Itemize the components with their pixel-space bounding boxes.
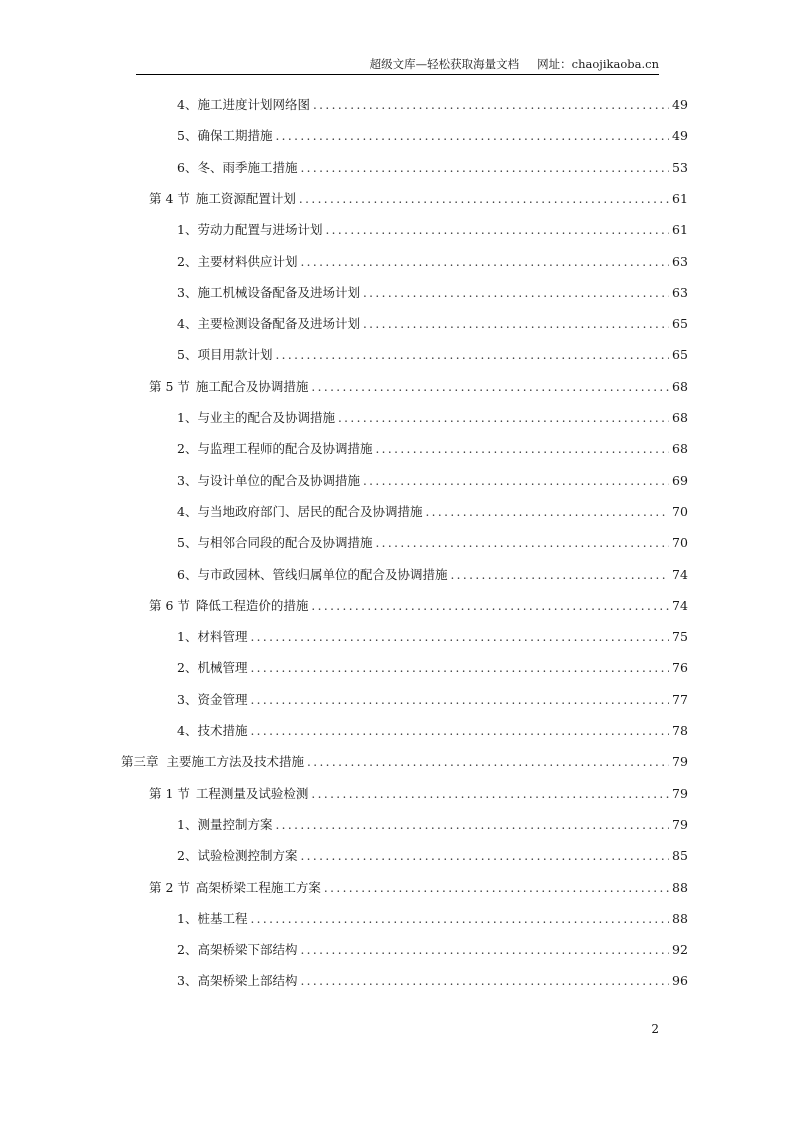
- toc-entry[interactable]: [177, 502, 686, 522]
- toc-dot-leader: [275, 345, 669, 365]
- toc-entry-number: 6、: [177, 159, 198, 175]
- toc-entry[interactable]: [177, 971, 686, 991]
- toc-entry[interactable]: [177, 158, 686, 178]
- toc-entry-number: 1、: [177, 222, 198, 238]
- toc-entry-page: 70: [672, 503, 688, 519]
- toc-entry-title: 高架桥梁下部结构: [197, 942, 298, 958]
- toc-dot-leader: [363, 283, 669, 303]
- toc-entry-title: 材料管理: [197, 629, 248, 645]
- toc-dot-leader: [250, 627, 669, 647]
- toc-entry[interactable]: [177, 220, 686, 240]
- toc-entry-title: 与设计单位的配合及协调措施: [197, 472, 360, 488]
- toc-entry-number: 第 5 节: [149, 378, 190, 394]
- toc-entry-title: 降低工程造价的措施: [195, 597, 309, 613]
- toc-entry-number: 1、: [177, 629, 198, 645]
- toc-entry-page: 49: [672, 128, 688, 144]
- toc-entry-number: 第 1 节: [149, 785, 190, 801]
- toc-dot-leader: [363, 314, 669, 334]
- toc-entry-page: 88: [672, 910, 688, 926]
- toc-entry-title: 冬、雨季施工措施: [197, 159, 298, 175]
- toc-dot-leader: [338, 408, 669, 428]
- toc-entry[interactable]: [177, 126, 686, 146]
- toc-entry-title: 桩基工程: [197, 910, 248, 926]
- toc-entry[interactable]: [149, 596, 686, 616]
- toc-dot-leader: [313, 95, 669, 115]
- toc-entry-title: 主要检测设备配备及进场计划: [197, 316, 360, 332]
- toc-dot-leader: [300, 252, 669, 272]
- toc-entry[interactable]: [177, 909, 686, 929]
- toc-entry-title: 资金管理: [197, 691, 248, 707]
- toc-entry-title: 施工机械设备配备及进场计划: [197, 284, 360, 300]
- toc-entry-title: 项目用款计划: [197, 347, 273, 363]
- toc-entry-page: 79: [672, 785, 688, 801]
- toc-entry[interactable]: [177, 345, 686, 365]
- toc-entry-page: 75: [672, 629, 688, 645]
- toc-entry-page: 63: [672, 284, 688, 300]
- toc-entry-number: 3、: [177, 691, 198, 707]
- toc-entry-title: 工程测量及试验检测: [195, 785, 309, 801]
- toc-entry-number: 2、: [177, 441, 198, 457]
- toc-entry-number: 5、: [177, 347, 198, 363]
- toc-entry[interactable]: [121, 752, 686, 772]
- toc-entry[interactable]: [149, 189, 686, 209]
- toc-entry-page: 76: [672, 660, 688, 676]
- toc-entry-number: 3、: [177, 284, 198, 300]
- toc-dot-leader: [300, 158, 669, 178]
- toc-entry-page: 68: [672, 441, 688, 457]
- toc-dot-leader: [307, 752, 669, 772]
- toc-entry-page: 85: [672, 848, 688, 864]
- toc-entry-number: 4、: [177, 97, 198, 112]
- toc-dot-leader: [250, 658, 669, 678]
- toc-dot-leader: [299, 189, 669, 209]
- toc-entry-page: 61: [672, 222, 688, 238]
- toc-entry[interactable]: [177, 846, 686, 866]
- toc-entry-number: 第 4 节: [149, 190, 190, 206]
- toc-entry-number: 5、: [177, 128, 198, 144]
- toc-entry[interactable]: [177, 815, 686, 835]
- toc-entry-page: 61: [672, 190, 688, 206]
- toc-entry[interactable]: [149, 784, 686, 804]
- toc-entry-number: 5、: [177, 535, 198, 551]
- toc-entry-title: 施工配合及协调措施: [195, 378, 309, 394]
- toc-entry[interactable]: [177, 721, 686, 741]
- toc-dot-leader: [275, 815, 669, 835]
- toc-dot-leader: [425, 502, 669, 522]
- toc-entry-title: 试验检测控制方案: [197, 848, 298, 864]
- toc-entry-page: 63: [672, 253, 688, 269]
- toc-entry-page: 68: [672, 378, 688, 394]
- toc-entry-title: 主要施工方法及技术措施: [166, 754, 305, 770]
- toc-dot-leader: [325, 220, 669, 240]
- toc-entry-title: 主要材料供应计划: [197, 253, 298, 269]
- toc-entry-number: 1、: [177, 410, 198, 425]
- toc-entry[interactable]: [177, 471, 686, 491]
- toc-entry-title: 施工进度计划网络图: [197, 97, 310, 112]
- toc-entry[interactable]: [177, 627, 686, 647]
- toc-entry-page: 79: [672, 816, 688, 832]
- toc-entry-number: 4、: [177, 503, 198, 519]
- toc-entry-title: 施工资源配置计划: [195, 190, 296, 206]
- toc-entry-page: 70: [672, 535, 688, 551]
- toc-entry-title: 高架桥梁上部结构: [197, 973, 298, 989]
- toc-entry-page: 69: [672, 472, 688, 488]
- toc-entry[interactable]: [177, 690, 686, 710]
- toc-entry-number: 4、: [177, 723, 198, 738]
- toc-entry-number: 2、: [177, 848, 198, 864]
- header-slogan: 超级文库—轻松获取海量文档: [369, 57, 520, 71]
- header-site: 网址：chaojikaoba.cn: [537, 57, 659, 71]
- toc-entry-page: 78: [672, 723, 688, 738]
- toc-entry-number: 3、: [177, 973, 198, 989]
- toc-entry-title: 确保工期措施: [197, 128, 273, 144]
- toc-dot-leader: [311, 377, 669, 397]
- toc-entry-title: 测量控制方案: [197, 816, 273, 832]
- toc-entry-number: 1、: [177, 816, 198, 832]
- toc-entry-number: 4、: [177, 316, 198, 332]
- page-number: 2: [651, 1022, 659, 1036]
- toc-entry-number: 第 2 节: [149, 879, 190, 895]
- toc-entry-title: 与相邻合同段的配合及协调措施: [197, 535, 373, 551]
- toc-dot-leader: [450, 565, 669, 585]
- toc-dot-leader: [300, 971, 669, 991]
- toc-entry-page: 79: [672, 754, 688, 770]
- toc-dot-leader: [311, 784, 669, 804]
- toc-entry-page: 65: [672, 316, 688, 332]
- toc-entry-title: 与监理工程师的配合及协调措施: [197, 441, 373, 457]
- toc-dot-leader: [300, 940, 669, 960]
- toc-entry[interactable]: [177, 283, 686, 303]
- toc-dot-leader: [275, 126, 669, 146]
- toc-entry-page: 96: [672, 973, 688, 989]
- toc-dot-leader: [324, 878, 669, 898]
- toc-entry[interactable]: [149, 878, 686, 898]
- toc-entry[interactable]: [177, 940, 686, 960]
- toc-entry-title: 技术措施: [197, 723, 248, 738]
- toc-entry-page: 88: [672, 879, 688, 895]
- toc-entry-page: 65: [672, 347, 688, 363]
- toc-entry-number: 6、: [177, 566, 198, 582]
- toc-entry[interactable]: [177, 95, 686, 115]
- toc-entry-number: 第三章: [121, 754, 159, 770]
- toc-entry-title: 机械管理: [197, 660, 248, 676]
- toc-entry-number: 1、: [177, 910, 198, 926]
- toc-dot-leader: [250, 721, 669, 741]
- page-header: [136, 56, 659, 75]
- toc-dot-leader: [375, 533, 669, 553]
- toc-entry[interactable]: [177, 439, 686, 459]
- toc-dot-leader: [311, 596, 669, 616]
- toc-entry-page: 77: [672, 691, 688, 707]
- toc-dot-leader: [250, 690, 669, 710]
- toc-entry-page: 68: [672, 410, 688, 425]
- toc-entry-number: 2、: [177, 942, 198, 958]
- toc-entry-page: 92: [672, 942, 688, 958]
- toc-entry[interactable]: [177, 533, 686, 553]
- toc-entry[interactable]: [177, 565, 686, 585]
- toc-entry-number: 2、: [177, 660, 198, 676]
- toc-entry-page: 74: [672, 597, 688, 613]
- toc-entry-number: 第 6 节: [149, 597, 190, 613]
- toc-entry-title: 与当地政府部门、居民的配合及协调措施: [197, 503, 423, 519]
- toc-dot-leader: [375, 439, 669, 459]
- toc-dot-leader: [363, 471, 669, 491]
- toc-dot-leader: [300, 846, 669, 866]
- toc-entry[interactable]: [177, 658, 686, 678]
- toc-dot-leader: [250, 909, 669, 929]
- toc-entry-number: 2、: [177, 253, 198, 269]
- toc-entry[interactable]: [177, 252, 686, 272]
- toc-entry-page: 49: [672, 97, 688, 112]
- toc-entry[interactable]: [177, 314, 686, 334]
- toc-entry[interactable]: [177, 408, 686, 428]
- toc-entry-page: 74: [672, 566, 688, 582]
- toc-entry-title: 与市政园林、管线归属单位的配合及协调措施: [197, 566, 448, 582]
- toc-entry-page: 53: [672, 159, 688, 175]
- toc-entry-title: 与业主的配合及协调措施: [197, 410, 335, 425]
- toc-entry-title: 劳动力配置与进场计划: [197, 222, 323, 238]
- toc-entry-title: 高架桥梁工程施工方案: [195, 879, 321, 895]
- toc-entry[interactable]: [149, 377, 686, 397]
- toc-entry-number: 3、: [177, 472, 198, 488]
